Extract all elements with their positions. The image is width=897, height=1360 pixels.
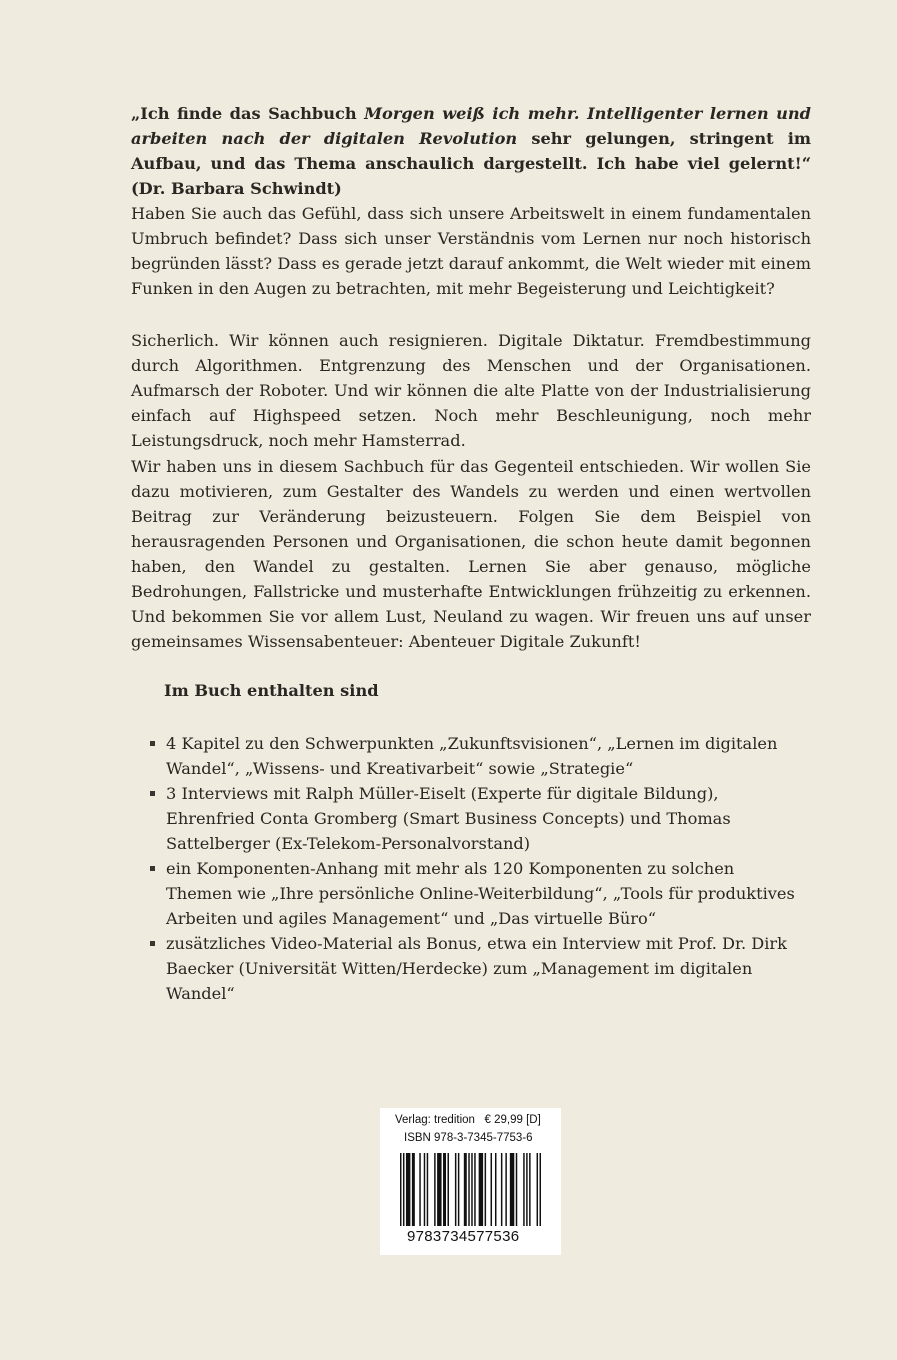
barcode-bar xyxy=(474,1153,475,1226)
publisher-price-line xyxy=(395,1114,541,1126)
barcode-digits: 9783734577536 xyxy=(407,1228,520,1245)
barcode-bar xyxy=(455,1153,456,1226)
barcode-bar xyxy=(464,1153,467,1226)
barcode-bar xyxy=(458,1153,459,1226)
list-item xyxy=(149,856,799,931)
barcode-bar xyxy=(471,1153,472,1226)
list-item xyxy=(149,781,799,856)
barcode-bar xyxy=(491,1153,492,1226)
barcode-bar xyxy=(479,1153,483,1226)
barcode-bar xyxy=(516,1153,517,1226)
barcode-bar xyxy=(412,1153,415,1226)
barcode-bar xyxy=(437,1153,441,1226)
list-item xyxy=(149,731,799,781)
barcode-bar xyxy=(537,1153,538,1226)
barcode-icon xyxy=(400,1153,541,1226)
barcode-bar xyxy=(406,1153,410,1226)
bullet-icon xyxy=(150,741,155,746)
blurb-paragraph-1: Haben Sie auch das Gefühl, dass sich unsere Arbeitswelt in einem fundamentalen Umbruch befindet? Dass sich unser Verständnis vom Lernen nur noch historisch begründen lässt? Dass es gerade jetzt darauf ankommt, die Welt wieder mit einem Funken in den Augen zu betrachten, mit mehr Begeisterung und Leichtigkeit? xyxy=(131,204,811,298)
bullet-icon xyxy=(150,791,155,796)
quote-rest: sehr gelungen, stringent im Aufbau, und das Thema anschaulich dargestellt. Ich habe viel gelernt!“ (Dr. Barbara Schwindt) xyxy=(131,129,812,198)
contents-heading: Im Buch enthalten sind xyxy=(164,681,379,700)
list-item-text: 3 Interviews mit Ralph Müller-Eiselt (Experte für digitale Bildung), Ehrenfried Conta Gromberg (Smart Business Concepts) und Thomas Sattelberger (Ex-Telekom-Personalvorstand) xyxy=(166,784,731,853)
bullet-icon xyxy=(150,941,155,946)
barcode-bar xyxy=(400,1153,401,1226)
list-item xyxy=(149,931,799,1006)
barcode-bar xyxy=(529,1153,530,1226)
barcode-bar xyxy=(495,1153,496,1226)
bullet-icon xyxy=(150,866,155,871)
barcode-bar xyxy=(526,1153,527,1226)
isbn: ISBN 978-3-7345-7753-6 xyxy=(404,1132,533,1144)
list-item-text: 4 Kapitel zu den Schwerpunkten „Zukunftsvisionen“, „Lernen im digitalen Wandel“, „Wissens- und Kreativarbeit“ sowie „Strategie“ xyxy=(166,734,778,778)
quote-intro: „Ich finde das Sachbuch xyxy=(131,104,365,123)
barcode-bar xyxy=(447,1153,448,1226)
barcode-bar xyxy=(510,1153,514,1226)
barcode-bar xyxy=(468,1153,469,1226)
barcode-bar xyxy=(403,1153,404,1226)
barcode-bar xyxy=(419,1153,420,1226)
barcode-bar xyxy=(424,1153,425,1226)
contents-list xyxy=(149,731,799,1006)
barcode-bar xyxy=(443,1153,446,1226)
blurb-paragraph-2: Sicherlich. Wir können auch resignieren. Digitale Diktatur. Fremdbestimmung durch Algorithmen. Entgrenzung des Menschen und der Organisationen. Aufmarsch der Roboter. Und wir können die alte Platte von der Industrialisierung einfach auf Highspeed setzen. Noch mehr Beschleunigung, noch mehr Leistungsdruck, noch mehr Hamsterrad. xyxy=(131,331,811,450)
barcode-bar xyxy=(485,1153,486,1226)
list-item-text: ein Komponenten-Anhang mit mehr als 120 Komponenten zu solchen Themen wie „Ihre persönliche Online-Weiterbildung“, „Tools für produktives Arbeiten und agiles Management“ und „Das virtuelle Büro“ xyxy=(166,859,795,928)
list-item-text: zusätzliches Video-Material als Bonus, etwa ein Interview mit Prof. Dr. Dirk Baecker (Universität Witten/Herdecke) zum „Management im digitalen Wandel“ xyxy=(166,934,787,1003)
barcode-bar xyxy=(501,1153,502,1226)
barcode-bar xyxy=(505,1153,506,1226)
blurb-paragraph-3: Wir haben uns in diesem Sachbuch für das Gegenteil entschieden. Wir wollen Sie dazu motivieren, zum Gestalter des Wandels zu werden und einen wertvollen Beitrag zur Veränderung beizusteuern. Folgen Sie dem Beispiel von herausragenden Personen und Organisationen, die schon heute damit begonnen haben, den Wandel zu gestalten. Lernen Sie aber genauso, mögliche Bedrohungen, Fallstricke und musterhafte Entwicklungen frühzeitig zu erkennen. Und bekommen Sie vor allem Lust, Neuland zu wagen. Wir freuen uns auf unser gemeinsames Wissensabenteuer: Abenteuer Digitale Zukunft! xyxy=(131,457,811,651)
publisher: Verlag: tredition xyxy=(395,1114,475,1126)
book-title: Morgen weiß ich mehr. Intelligenter lernen und arbeiten nach der digitalen Revolution xyxy=(131,104,811,148)
endorsement-quote xyxy=(131,101,811,201)
price: € 29,99 [D] xyxy=(484,1114,541,1126)
barcode-bar xyxy=(540,1153,541,1226)
barcode-bar xyxy=(434,1153,435,1226)
barcode-bar xyxy=(427,1153,428,1226)
barcode-label xyxy=(380,1108,561,1255)
barcode-bar xyxy=(523,1153,524,1226)
